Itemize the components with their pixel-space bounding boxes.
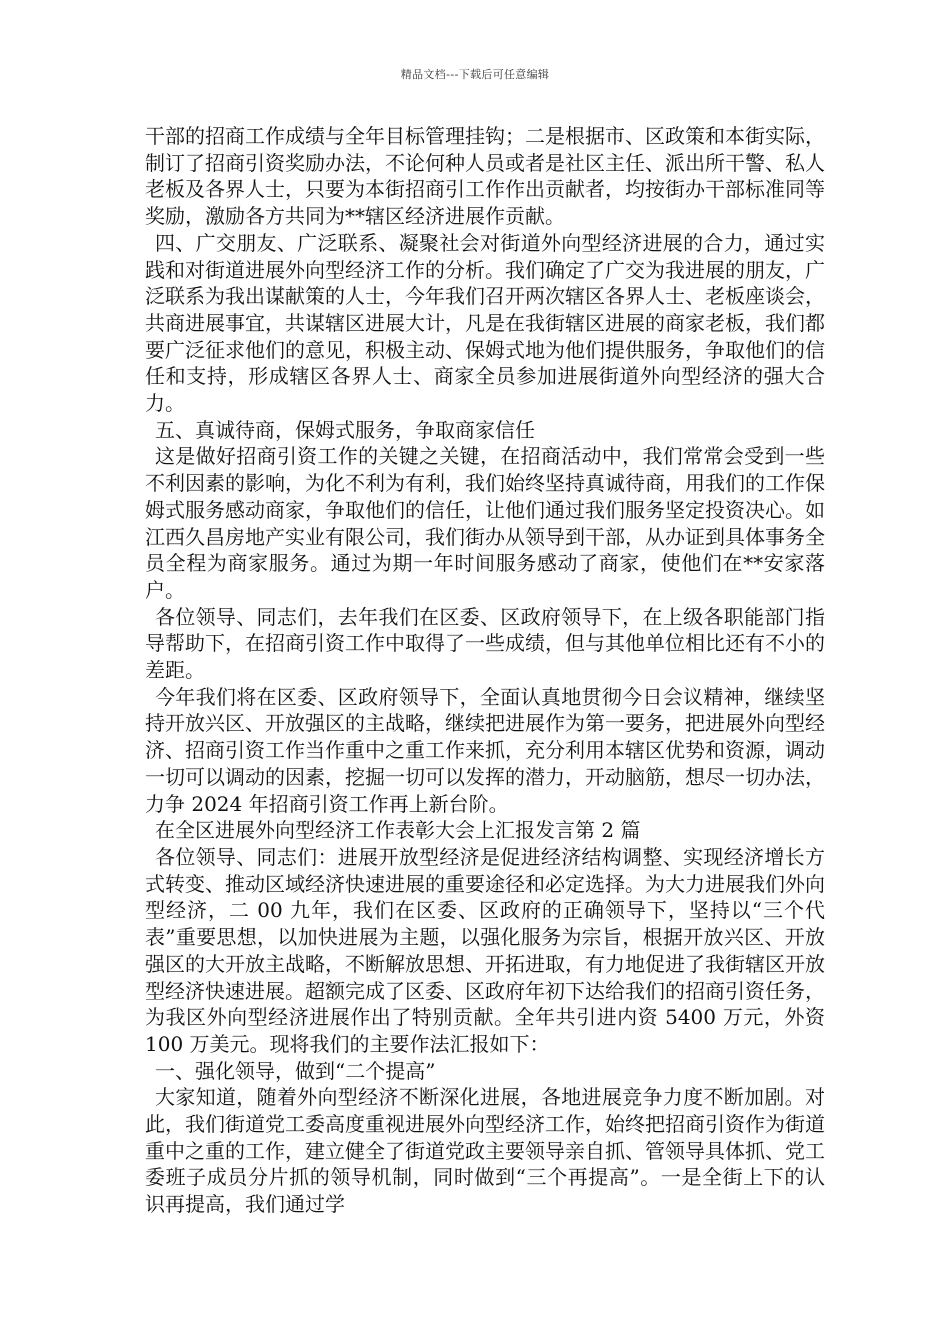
body-paragraph: 各位领导、同志们，去年我们在区委、区政府领导下，在上级各职能部门指导帮助下，在招商引资工作中取得了一些成绩，但与其他单位相比还有不小的差距。	[145, 604, 825, 683]
body-paragraph: 今年我们将在区委、区政府领导下，全面认真地贯彻今日会议精神，继续坚持开放兴区、开放强区的主战略，继续把进展作为第一要务，把进展外向型经济、招商引资工作当作重中之重工作来抓，充分利用本辖区优势和资源，调动一切可以调动的因素，挖掘一切可以发挥的潜力，开动脑筋，想尽一切办法，力争 2024 年招商引资工作再上新台阶。	[145, 684, 825, 816]
body-paragraph: 四、广交朋友、广泛联系、凝聚社会对街道外向型经济进展的合力，通过实践和对街道进展外向型经济工作的分析。我们确定了广交为我进展的朋友，广泛联系为我出谋献策的人士，今年我们召开两次辖区各界人士、老板座谈会，共商进展事宜，共谋辖区进展大计，凡是在我街辖区进展的商家老板，我们都要广泛征求他们的意见，积极主动、保姆式地为他们提供服务，争取他们的信任和支持，形成辖区各界人士、商家全员参加进展街道外向型经济的强大合力。	[145, 230, 825, 416]
body-paragraph: 各位领导、同志们：进展开放型经济是促进经济结构调整、实现经济增长方式转变、推动区域经济快速进展的重要途径和必定选择。为大力进展我们外向型经济，二 00 九年，我们在区委、区政府的正确领导下，坚持以“三个代表”重要思想，以加快进展为主题，以强化服务为宗旨，根据开放兴区、开放强区的大开放主战略，不断解放思想、开拓进取，有力地促进了我街辖区开放型经济快速进展。超额完成了区委、区政府年初下达给我们的招商引资任务，为我区外向型经济进展作出了特别贡献。全年共引进内资 5400 万元，外资 100 万美元。现将我们的主要作法汇报如下：	[145, 844, 825, 1056]
body-paragraph: 这是做好招商引资工作的关键之关键，在招商活动中，我们常常会受到一些不利因素的影响，为化不利为有利，我们始终坚持真诚待商，用我们的工作保姆式服务感动商家，争取他们的信任，让他们通过我们服务坚定投资决心。如江西久昌房地产实业有限公司，我们街办从领导到干部，从办证到具体事务全员全程为商家服务。通过为期一年时间服务感动了商家，使他们在**安家落户。	[145, 444, 825, 602]
body-paragraph: 大家知道，随着外向型经济不断深化进展，各地进展竞争力度不断加剧。对此，我们街道党工委高度重视进展外向型经济工作，始终把招商引资作为街道重中之重的工作，建立健全了街道党政主要领导亲自抓、管领导具体抓、党工委班子成员分片抓的领导机制，同时做到“三个再提高”。一是全街上下的认识再提高，我们通过学	[145, 1085, 825, 1217]
body-paragraph: 干部的招商工作成绩与全年目标管理挂钩；二是根据市、区政策和本街实际，制订了招商引资奖励办法，不论何种人员或者是社区主任、派出所干警、私人老板及各界人士，只要为本街招商引工作作出贡献者，均按街办干部标准同等奖励，激励各方共同为**辖区经济进展作贡献。	[145, 124, 825, 229]
page-header: 精品文档---下载后可任意编辑	[400, 68, 550, 81]
document-body	[145, 123, 825, 1218]
section-heading: 一、强化领导，做到“二个提高”	[155, 1058, 436, 1083]
article-title: 在全区进展外向型经济工作表彰大会上汇报发言第 2 篇	[155, 818, 641, 843]
section-heading: 五、真诚待商，保姆式服务，争取商家信任	[155, 417, 535, 442]
